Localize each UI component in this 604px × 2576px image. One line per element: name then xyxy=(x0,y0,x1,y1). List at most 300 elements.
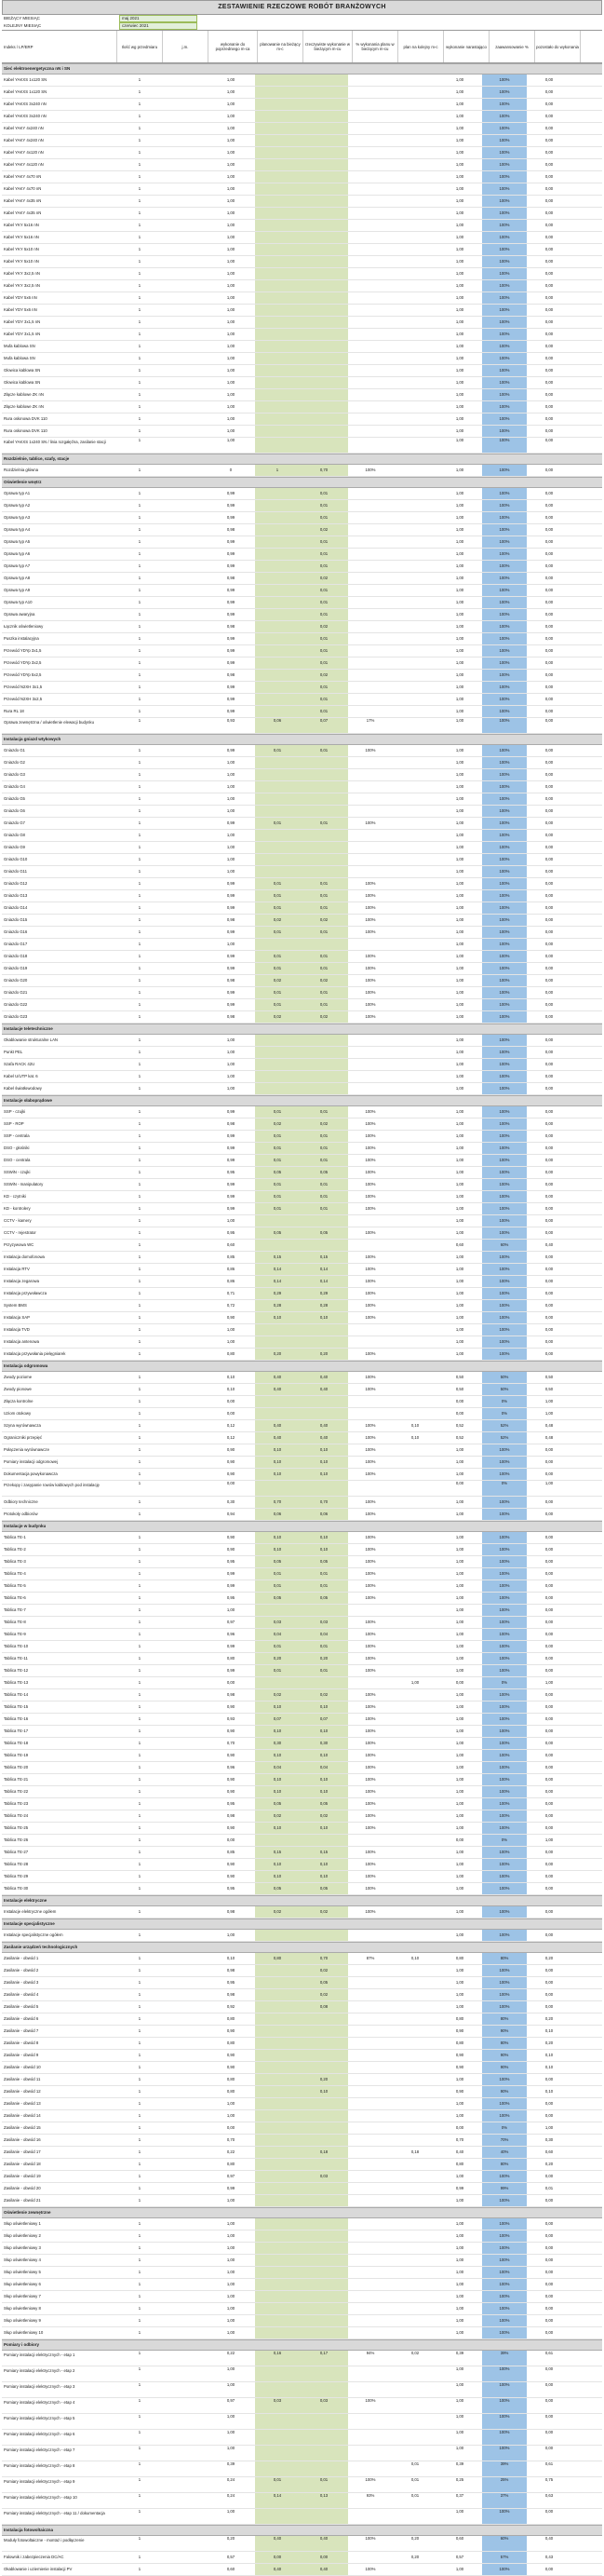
cell-plan-current[interactable]: 1 xyxy=(255,465,300,476)
cell-plan-current[interactable] xyxy=(255,2303,300,2314)
cell-plan-current[interactable]: 0,28 xyxy=(255,1300,300,1311)
cell-actual-current[interactable]: 0,02 xyxy=(300,1989,348,2000)
cell-plan-current[interactable] xyxy=(255,2050,300,2061)
cell-plan-next[interactable] xyxy=(393,1847,437,1858)
cell-plan-current[interactable] xyxy=(255,793,300,805)
cell-plan-current[interactable]: 0,15 xyxy=(255,1252,300,1263)
cell-actual-current[interactable] xyxy=(300,111,348,122)
cell-plan-next[interactable] xyxy=(393,658,437,669)
cell-actual-current[interactable]: 0,40 xyxy=(300,1432,348,1444)
cell-plan-next[interactable] xyxy=(393,2171,437,2182)
cell-plan-current[interactable]: 0,10 xyxy=(255,1532,300,1543)
cell-plan-next[interactable] xyxy=(393,500,437,511)
cell-plan-next[interactable] xyxy=(393,573,437,584)
cell-actual-current[interactable] xyxy=(300,866,348,877)
cell-actual-current[interactable] xyxy=(300,147,348,158)
cell-actual-current[interactable]: 0,02 xyxy=(300,621,348,632)
cell-plan-next[interactable] xyxy=(393,329,437,340)
cell-plan-current[interactable] xyxy=(255,123,300,134)
cell-plan-next[interactable]: 0,10 xyxy=(410,1956,420,1960)
cell-plan-current[interactable]: 0,16 xyxy=(255,2351,300,2366)
cell-actual-current[interactable] xyxy=(300,1035,348,1046)
cell-plan-next[interactable] xyxy=(393,1300,437,1311)
cell-plan-next[interactable] xyxy=(393,512,437,523)
cell-plan-next[interactable] xyxy=(393,902,437,914)
cell-actual-current[interactable]: 0,02 xyxy=(300,1810,348,1822)
cell-plan-next[interactable] xyxy=(393,2230,437,2242)
cell-actual-current[interactable]: 0,10 xyxy=(300,2086,348,2097)
cell-plan-current[interactable] xyxy=(255,2171,300,2182)
cell-plan-next[interactable] xyxy=(393,1930,437,1941)
cell-plan-current[interactable] xyxy=(255,365,300,376)
cell-plan-current[interactable]: 0,01 xyxy=(255,963,300,974)
cell-plan-current[interactable]: 0,80 xyxy=(255,1953,300,1964)
cell-plan-current[interactable] xyxy=(255,512,300,523)
cell-actual-current[interactable]: 0,29 xyxy=(300,1288,348,1299)
cell-plan-next[interactable] xyxy=(393,1965,437,1976)
cell-plan-next[interactable] xyxy=(393,1288,437,1299)
cell-plan-next[interactable] xyxy=(393,426,437,437)
cell-actual-current[interactable]: 0,05 xyxy=(300,1977,348,1988)
cell-plan-next[interactable] xyxy=(393,609,437,620)
cell-plan-next[interactable] xyxy=(393,1059,437,1070)
cell-plan-current[interactable]: 0,10 xyxy=(255,1544,300,1555)
cell-plan-current[interactable] xyxy=(255,1930,300,1941)
cell-plan-current[interactable]: 0,01 xyxy=(255,1203,300,1214)
cell-plan-next[interactable] xyxy=(393,2110,437,2122)
cell-actual-current[interactable] xyxy=(300,781,348,793)
cell-actual-current[interactable]: 0,03 xyxy=(300,2171,348,2182)
cell-actual-current[interactable]: 0,01 xyxy=(300,987,348,998)
cell-plan-current[interactable]: 0,06 xyxy=(255,1509,300,1520)
cell-actual-current[interactable]: 0,06 xyxy=(300,1509,348,1520)
cell-actual-current[interactable] xyxy=(300,1396,348,1407)
cell-plan-current[interactable] xyxy=(255,1336,300,1348)
cell-plan-current[interactable] xyxy=(255,135,300,146)
cell-plan-current[interactable] xyxy=(255,317,300,328)
cell-plan-current[interactable]: 0,02 xyxy=(255,1011,300,1023)
cell-actual-current[interactable]: 0,01 xyxy=(300,536,348,548)
cell-actual-current[interactable] xyxy=(300,244,348,255)
cell-plan-next[interactable] xyxy=(393,2001,437,2013)
cell-plan-next[interactable] xyxy=(393,2122,437,2134)
cell-plan-current[interactable] xyxy=(255,757,300,768)
cell-plan-current[interactable]: 0,01 xyxy=(255,927,300,938)
cell-actual-current[interactable]: 0,01 xyxy=(300,585,348,596)
cell-plan-current[interactable] xyxy=(255,2291,300,2302)
cell-actual-current[interactable]: 0,01 xyxy=(300,1131,348,1142)
cell-actual-current[interactable]: 0,02 xyxy=(300,1906,348,1918)
cell-actual-current[interactable] xyxy=(300,1336,348,1348)
cell-plan-next[interactable] xyxy=(393,1786,437,1797)
cell-plan-current[interactable] xyxy=(255,2001,300,2013)
cell-actual-current[interactable] xyxy=(300,1605,348,1616)
cell-plan-current[interactable] xyxy=(255,183,300,195)
cell-plan-current[interactable]: 0,01 xyxy=(255,1191,300,1202)
cell-actual-current[interactable]: 0,05 xyxy=(300,1556,348,1567)
cell-actual-current[interactable]: 0,20 xyxy=(300,1653,348,1664)
cell-plan-next[interactable] xyxy=(393,1252,437,1263)
cell-plan-next[interactable] xyxy=(393,1324,437,1335)
cell-plan-current[interactable] xyxy=(255,866,300,877)
cell-actual-current[interactable]: 0,10 xyxy=(300,1859,348,1870)
cell-actual-current[interactable]: 0,10 xyxy=(300,1702,348,1713)
cell-plan-next[interactable]: 0,01 xyxy=(410,2477,420,2482)
cell-plan-current[interactable]: 0,01 xyxy=(255,902,300,914)
cell-actual-current[interactable]: 0,14 xyxy=(300,1264,348,1275)
cell-plan-current[interactable]: 0,07 xyxy=(255,1714,300,1725)
cell-plan-current[interactable]: 0,10 xyxy=(255,1457,300,1468)
cell-plan-next[interactable] xyxy=(393,1714,437,1725)
cell-plan-current[interactable]: 0,02 xyxy=(255,1810,300,1822)
cell-plan-next[interactable] xyxy=(393,1497,437,1508)
cell-plan-current[interactable] xyxy=(255,609,300,620)
cell-actual-current[interactable] xyxy=(300,123,348,134)
cell-plan-current[interactable] xyxy=(255,1071,300,1082)
cell-actual-current[interactable] xyxy=(300,2098,348,2109)
cell-actual-current[interactable] xyxy=(300,2267,348,2278)
cell-plan-next[interactable] xyxy=(393,890,437,902)
cell-actual-current[interactable] xyxy=(300,854,348,865)
cell-plan-current[interactable] xyxy=(255,2110,300,2122)
cell-plan-current[interactable] xyxy=(255,2327,300,2339)
cell-plan-next[interactable] xyxy=(393,414,437,425)
cell-actual-current[interactable]: 0,07 xyxy=(300,1714,348,1725)
cell-actual-current[interactable]: 0,10 xyxy=(300,1457,348,1468)
cell-plan-next[interactable] xyxy=(393,1556,437,1567)
cell-actual-current[interactable]: 0,03 xyxy=(300,1617,348,1628)
cell-actual-current[interactable]: 0,40 xyxy=(300,2564,348,2575)
cell-plan-next[interactable] xyxy=(393,1011,437,1023)
cell-plan-next[interactable]: 0,01 xyxy=(410,2493,420,2498)
cell-plan-current[interactable]: 0,02 xyxy=(255,915,300,926)
cell-plan-current[interactable]: 0,01 xyxy=(255,1143,300,1154)
cell-plan-current[interactable] xyxy=(255,488,300,499)
cell-plan-next[interactable] xyxy=(393,232,437,243)
cell-actual-current[interactable] xyxy=(300,2050,348,2061)
cell-plan-next[interactable]: 0,10 xyxy=(410,1435,420,1440)
cell-plan-current[interactable] xyxy=(255,2098,300,2109)
cell-plan-current[interactable] xyxy=(255,256,300,267)
cell-actual-current[interactable]: 0,05 xyxy=(300,1593,348,1604)
cell-plan-current[interactable]: 0,05 xyxy=(255,1167,300,1178)
cell-plan-next[interactable] xyxy=(393,718,437,733)
cell-plan-current[interactable]: 0,10 xyxy=(255,1312,300,1323)
cell-actual-current[interactable] xyxy=(300,2038,348,2049)
cell-actual-current[interactable]: 0,04 xyxy=(300,1762,348,1773)
cell-actual-current[interactable] xyxy=(300,1083,348,1094)
cell-actual-current[interactable]: 0,70 xyxy=(300,1953,348,1964)
cell-plan-next[interactable] xyxy=(393,842,437,853)
cell-actual-current[interactable] xyxy=(300,196,348,207)
cell-plan-next[interactable] xyxy=(393,2315,437,2326)
cell-plan-current[interactable]: 0,15 xyxy=(255,1847,300,1858)
cell-plan-current[interactable]: 0,03 xyxy=(255,1617,300,1628)
cell-plan-current[interactable] xyxy=(255,2013,300,2025)
cell-plan-current[interactable] xyxy=(255,377,300,388)
cell-plan-current[interactable] xyxy=(255,2382,300,2397)
cell-plan-next[interactable] xyxy=(393,2050,437,2061)
cell-plan-current[interactable]: 0,40 xyxy=(255,1432,300,1444)
cell-plan-next[interactable] xyxy=(393,1617,437,1628)
cell-actual-current[interactable]: 0,13 xyxy=(300,2493,348,2508)
cell-plan-next[interactable] xyxy=(393,147,437,158)
cell-plan-next[interactable]: 0,18 xyxy=(410,2149,420,2154)
cell-actual-current[interactable] xyxy=(300,1930,348,1941)
cell-actual-current[interactable] xyxy=(300,2195,348,2206)
cell-plan-current[interactable] xyxy=(255,196,300,207)
cell-plan-next[interactable] xyxy=(393,2446,437,2461)
cell-plan-next[interactable] xyxy=(393,1580,437,1592)
cell-actual-current[interactable] xyxy=(300,2218,348,2230)
cell-plan-next[interactable] xyxy=(393,2564,437,2575)
cell-actual-current[interactable] xyxy=(300,2122,348,2134)
cell-actual-current[interactable] xyxy=(300,2366,348,2381)
cell-plan-current[interactable] xyxy=(255,147,300,158)
cell-actual-current[interactable]: 0,02 xyxy=(300,1119,348,1130)
cell-actual-current[interactable]: 0,01 xyxy=(300,818,348,829)
cell-actual-current[interactable]: 0,40 xyxy=(300,1384,348,1395)
meta-value[interactable]: czerwiec 2021 xyxy=(119,22,197,30)
cell-plan-current[interactable]: 0,03 xyxy=(255,2398,300,2413)
cell-plan-current[interactable]: 0,10 xyxy=(255,1750,300,1761)
cell-actual-current[interactable] xyxy=(300,414,348,425)
cell-actual-current[interactable]: 0,01 xyxy=(300,902,348,914)
cell-plan-next[interactable] xyxy=(393,2243,437,2254)
cell-plan-next[interactable] xyxy=(393,2366,437,2381)
cell-actual-current[interactable]: 0,01 xyxy=(300,999,348,1010)
cell-actual-current[interactable]: 0,17 xyxy=(300,2351,348,2366)
cell-plan-current[interactable] xyxy=(255,645,300,657)
cell-actual-current[interactable]: 0,01 xyxy=(300,500,348,511)
cell-plan-current[interactable] xyxy=(255,585,300,596)
cell-plan-current[interactable] xyxy=(255,1977,300,1988)
cell-plan-next[interactable] xyxy=(393,585,437,596)
cell-plan-current[interactable] xyxy=(255,305,300,316)
meta-value[interactable]: maj 2021 xyxy=(119,15,197,22)
cell-plan-next[interactable] xyxy=(393,2398,437,2413)
cell-plan-next[interactable] xyxy=(393,438,437,453)
cell-plan-current[interactable]: 0,40 xyxy=(255,1384,300,1395)
cell-plan-current[interactable] xyxy=(255,208,300,219)
cell-actual-current[interactable]: 0,05 xyxy=(300,1227,348,1239)
cell-actual-current[interactable] xyxy=(300,75,348,86)
cell-plan-current[interactable] xyxy=(255,171,300,183)
cell-actual-current[interactable]: 0,04 xyxy=(300,1629,348,1640)
cell-plan-next[interactable] xyxy=(393,1641,437,1652)
cell-actual-current[interactable] xyxy=(300,438,348,453)
cell-actual-current[interactable] xyxy=(300,135,348,146)
cell-actual-current[interactable]: 0,10 xyxy=(300,1774,348,1785)
cell-plan-current[interactable] xyxy=(255,232,300,243)
cell-plan-current[interactable] xyxy=(255,2414,300,2429)
cell-plan-next[interactable] xyxy=(393,975,437,986)
cell-plan-next[interactable] xyxy=(393,1835,437,1846)
cell-plan-next[interactable] xyxy=(393,317,437,328)
cell-plan-current[interactable]: 0,40 xyxy=(255,1372,300,1383)
cell-plan-current[interactable] xyxy=(255,1215,300,1227)
cell-actual-current[interactable] xyxy=(300,1047,348,1058)
cell-plan-next[interactable] xyxy=(393,1071,437,1082)
cell-plan-next[interactable] xyxy=(393,878,437,889)
cell-plan-next[interactable] xyxy=(393,1653,437,1664)
cell-actual-current[interactable] xyxy=(300,2414,348,2429)
cell-plan-next[interactable] xyxy=(393,1191,437,1202)
cell-plan-next[interactable] xyxy=(393,2430,437,2445)
cell-actual-current[interactable]: 0,01 xyxy=(300,1580,348,1592)
cell-actual-current[interactable] xyxy=(300,1677,348,1688)
cell-plan-current[interactable]: 0,10 xyxy=(255,1774,300,1785)
cell-plan-next[interactable] xyxy=(393,2183,437,2194)
cell-actual-current[interactable]: 0,01 xyxy=(300,1568,348,1579)
cell-plan-next[interactable] xyxy=(393,915,437,926)
cell-actual-current[interactable]: 0,01 xyxy=(300,951,348,962)
cell-actual-current[interactable] xyxy=(300,389,348,400)
cell-plan-next[interactable] xyxy=(393,488,437,499)
cell-plan-current[interactable] xyxy=(255,2430,300,2445)
cell-plan-next[interactable] xyxy=(393,305,437,316)
cell-actual-current[interactable]: 0,20 xyxy=(300,1349,348,1360)
cell-plan-current[interactable] xyxy=(255,1408,300,1419)
cell-actual-current[interactable]: 0,01 xyxy=(300,1179,348,1190)
cell-actual-current[interactable]: 0,30 xyxy=(300,1738,348,1749)
cell-actual-current[interactable] xyxy=(300,830,348,841)
cell-plan-next[interactable] xyxy=(393,377,437,388)
cell-plan-current[interactable] xyxy=(255,658,300,669)
cell-plan-current[interactable]: 0,01 xyxy=(255,878,300,889)
cell-actual-current[interactable] xyxy=(300,2279,348,2290)
cell-plan-next[interactable] xyxy=(393,75,437,86)
cell-plan-next[interactable] xyxy=(393,1396,437,1407)
cell-actual-current[interactable]: 0,07 xyxy=(300,718,348,733)
cell-actual-current[interactable]: 0,01 xyxy=(300,512,348,523)
cell-actual-current[interactable] xyxy=(300,292,348,304)
cell-actual-current[interactable] xyxy=(300,280,348,291)
cell-plan-next[interactable]: 0,01 xyxy=(410,2461,420,2466)
cell-plan-current[interactable] xyxy=(255,414,300,425)
cell-plan-next[interactable] xyxy=(393,1312,437,1323)
cell-plan-next[interactable] xyxy=(393,2062,437,2073)
cell-plan-next[interactable] xyxy=(393,1989,437,2000)
cell-actual-current[interactable]: 0,01 xyxy=(300,963,348,974)
cell-plan-current[interactable]: 0,01 xyxy=(255,1641,300,1652)
cell-plan-next[interactable] xyxy=(393,682,437,693)
cell-plan-current[interactable]: 0,10 xyxy=(255,1823,300,1834)
cell-plan-next[interactable] xyxy=(393,536,437,548)
cell-plan-current[interactable] xyxy=(255,2074,300,2085)
cell-actual-current[interactable] xyxy=(300,377,348,388)
cell-plan-next[interactable] xyxy=(393,1240,437,1251)
cell-plan-current[interactable]: 0,01 xyxy=(255,1665,300,1676)
cell-actual-current[interactable]: 0,01 xyxy=(300,549,348,560)
cell-plan-current[interactable] xyxy=(255,2243,300,2254)
cell-plan-current[interactable] xyxy=(255,353,300,364)
cell-actual-current[interactable] xyxy=(300,171,348,183)
cell-actual-current[interactable]: 0,01 xyxy=(300,706,348,717)
cell-plan-next[interactable] xyxy=(393,1871,437,1882)
cell-plan-next[interactable] xyxy=(393,987,437,998)
cell-plan-next[interactable] xyxy=(393,244,437,255)
cell-plan-current[interactable] xyxy=(255,524,300,536)
cell-plan-next[interactable] xyxy=(393,1276,437,1287)
cell-plan-current[interactable] xyxy=(255,2446,300,2461)
cell-actual-current[interactable]: 0,70 xyxy=(300,465,348,476)
cell-plan-current[interactable] xyxy=(255,682,300,693)
cell-actual-current[interactable]: 0,01 xyxy=(300,633,348,644)
cell-plan-current[interactable] xyxy=(255,1059,300,1070)
cell-plan-next[interactable] xyxy=(393,1457,437,1468)
cell-plan-current[interactable] xyxy=(255,1083,300,1094)
cell-plan-next[interactable] xyxy=(393,256,437,267)
cell-plan-next[interactable] xyxy=(393,135,437,146)
cell-plan-current[interactable] xyxy=(255,573,300,584)
cell-plan-current[interactable]: 0,05 xyxy=(255,1556,300,1567)
cell-actual-current[interactable] xyxy=(300,1835,348,1846)
cell-plan-next[interactable] xyxy=(393,757,437,768)
cell-actual-current[interactable] xyxy=(300,2243,348,2254)
cell-plan-current[interactable]: 0,29 xyxy=(255,1288,300,1299)
cell-actual-current[interactable] xyxy=(300,353,348,364)
cell-plan-next[interactable] xyxy=(393,2255,437,2266)
cell-actual-current[interactable]: 0,01 xyxy=(300,1203,348,1214)
cell-plan-next[interactable] xyxy=(393,2013,437,2025)
cell-plan-current[interactable] xyxy=(255,99,300,110)
cell-plan-current[interactable] xyxy=(255,1989,300,2000)
cell-plan-next[interactable] xyxy=(393,1203,437,1214)
cell-plan-current[interactable] xyxy=(255,549,300,560)
cell-plan-next[interactable] xyxy=(393,2038,437,2049)
cell-plan-next[interactable] xyxy=(393,1131,437,1142)
cell-actual-current[interactable]: 0,05 xyxy=(300,1798,348,1810)
cell-actual-current[interactable]: 0,01 xyxy=(300,658,348,669)
cell-plan-next[interactable] xyxy=(393,196,437,207)
cell-plan-current[interactable] xyxy=(255,2366,300,2381)
cell-plan-current[interactable] xyxy=(255,1677,300,1688)
cell-plan-current[interactable] xyxy=(255,830,300,841)
cell-plan-next[interactable] xyxy=(393,561,437,572)
cell-plan-current[interactable] xyxy=(255,2135,300,2146)
cell-actual-current[interactable]: 0,01 xyxy=(300,645,348,657)
cell-actual-current[interactable] xyxy=(300,1215,348,1227)
cell-actual-current[interactable]: 0,18 xyxy=(300,2147,348,2158)
cell-plan-next[interactable] xyxy=(393,1977,437,1988)
cell-actual-current[interactable]: 0,01 xyxy=(300,609,348,620)
cell-plan-current[interactable]: 0,40 xyxy=(255,1420,300,1431)
cell-plan-current[interactable] xyxy=(255,670,300,681)
cell-plan-next[interactable] xyxy=(393,111,437,122)
cell-plan-next[interactable] xyxy=(393,292,437,304)
cell-actual-current[interactable]: 0,02 xyxy=(300,975,348,986)
cell-plan-next[interactable] xyxy=(393,2291,437,2302)
cell-plan-current[interactable]: 0,14 xyxy=(255,1276,300,1287)
cell-actual-current[interactable]: 0,10 xyxy=(300,1544,348,1555)
cell-plan-current[interactable] xyxy=(255,2026,300,2037)
cell-plan-next[interactable] xyxy=(393,694,437,705)
cell-actual-current[interactable] xyxy=(300,2461,348,2476)
cell-actual-current[interactable]: 0,00 xyxy=(300,2552,348,2563)
cell-plan-current[interactable] xyxy=(255,694,300,705)
cell-plan-next[interactable] xyxy=(393,171,437,183)
cell-actual-current[interactable]: 0,01 xyxy=(300,1641,348,1652)
cell-plan-next[interactable] xyxy=(393,1119,437,1130)
cell-plan-next[interactable] xyxy=(393,341,437,352)
cell-plan-next[interactable] xyxy=(393,1689,437,1701)
cell-actual-current[interactable]: 0,02 xyxy=(300,1689,348,1701)
cell-plan-current[interactable] xyxy=(255,159,300,170)
cell-plan-next[interactable] xyxy=(393,123,437,134)
cell-plan-next[interactable] xyxy=(393,854,437,865)
cell-actual-current[interactable]: 0,28 xyxy=(300,1300,348,1311)
